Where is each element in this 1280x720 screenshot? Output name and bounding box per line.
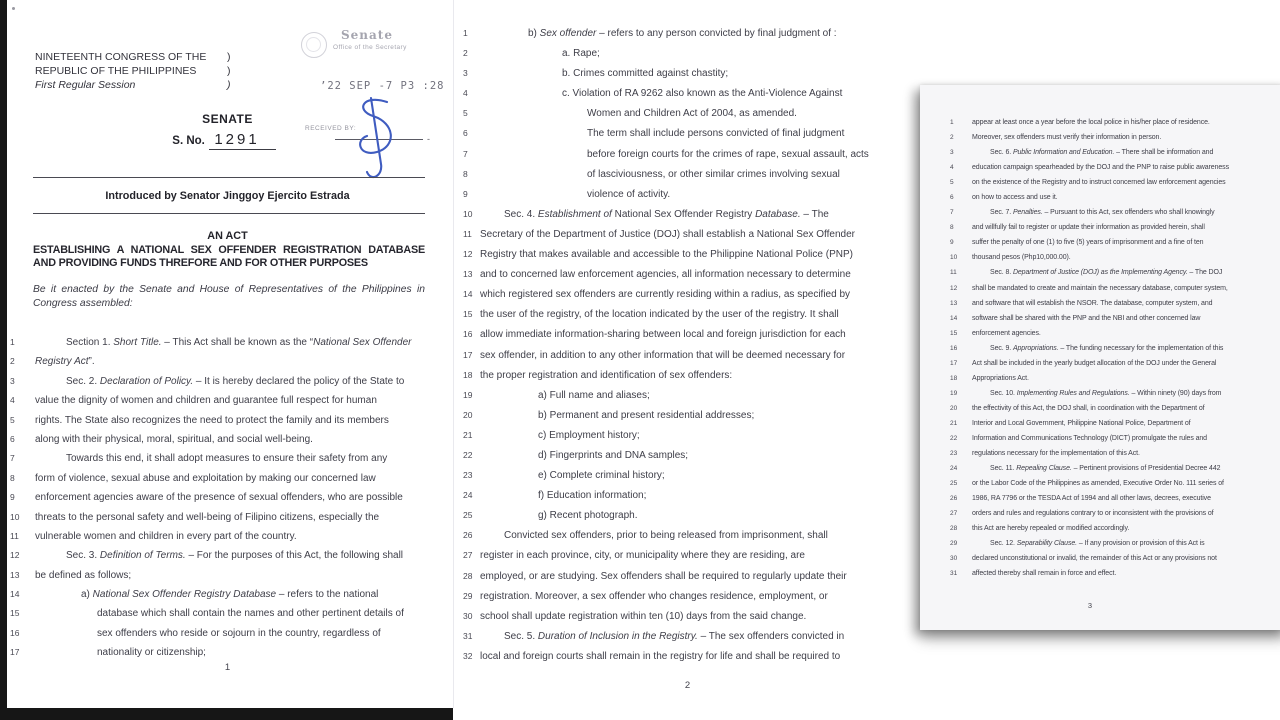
- text-line: [920, 190, 1280, 205]
- received-by-label: RECEIVED BY:: [305, 125, 357, 132]
- line-text: a) Full name and aliases;: [538, 389, 650, 401]
- line-text: sex offenders who reside or sojourn in the country, regardless of: [97, 627, 381, 639]
- bill-title-line: ESTABLISHING A NATIONAL SEX OFFENDER REGISTRATION DATABASE: [33, 244, 425, 256]
- line-number: 27: [463, 550, 473, 561]
- line-text: along with their physical, moral, spiritual, and social well-being.: [35, 433, 313, 445]
- line-text: on how to access and use it.: [972, 194, 1058, 202]
- line-number: 24: [463, 490, 473, 501]
- line-text: Sec. 11. Repealing Clause. – Pertinent provisions of Presidential Decree 442: [990, 465, 1221, 473]
- line-text: g) Recent photograph.: [538, 510, 638, 522]
- line-text: allow immediate information-sharing between local and foreign jurisdiction for each: [480, 329, 846, 341]
- introduced-by: Introduced by Senator Jinggoy Ejercito Estrada: [105, 190, 350, 202]
- line-number: 17: [463, 349, 473, 360]
- text-line: [455, 144, 920, 164]
- text-line: [455, 43, 920, 63]
- line-text: vulnerable women and children in every part of the country.: [35, 530, 297, 542]
- line-number: 7: [463, 148, 468, 159]
- line-text: Sec. 8. Department of Justice (DOJ) as the Implementing Agency. – The DOJ: [990, 269, 1223, 277]
- line-text: a. Rape;: [562, 48, 600, 60]
- text-line: [455, 345, 920, 365]
- text-line: [455, 23, 920, 43]
- line-text: b) Sex offender – refers to any person convicted by final judgment of :: [528, 28, 837, 39]
- line-text: Act shall be included in the yearly budget allocation of the DOJ under the General: [972, 359, 1217, 367]
- text-line: [0, 333, 455, 352]
- line-text: Sec. 9. Appropriations. – The funding necessary for the implementation of this: [990, 344, 1224, 352]
- line-number: 27: [950, 510, 958, 518]
- page-number: 3: [1087, 601, 1093, 610]
- line-number: 8: [10, 472, 15, 483]
- line-text: Section 1. Short Title. – This Act shall be known as the “National Sex Offender: [66, 337, 412, 348]
- line-number: 3: [10, 375, 15, 386]
- line-text: Moreover, sex offenders must verify their information in person.: [972, 134, 1162, 142]
- text-line: [455, 244, 920, 264]
- text-line: [455, 465, 920, 485]
- line-number: 18: [463, 369, 473, 380]
- line-number: 6: [950, 194, 954, 202]
- line-number: 20: [463, 409, 473, 420]
- congress-line: First Regular Session ): [35, 79, 231, 91]
- text-line: [920, 386, 1280, 401]
- line-number: 7: [950, 209, 954, 217]
- line-text: Convicted sex offenders, prior to being released from imprisonment, shall: [504, 530, 828, 542]
- line-text: form of violence, sexual abuse and exploitation by making our concerned law: [35, 472, 376, 484]
- line-text: c) Employment history;: [538, 429, 640, 441]
- page-1-body-lines: [0, 333, 455, 663]
- line-number: 13: [10, 569, 20, 580]
- scan-speck: [12, 7, 15, 10]
- line-number: 5: [10, 414, 15, 425]
- line-number: 31: [463, 630, 473, 641]
- text-line: [920, 341, 1280, 356]
- line-text: on the existence of the Registry and to instruct concerned law enforcement agencies: [972, 179, 1226, 187]
- text-line: [455, 304, 920, 324]
- text-line: [0, 527, 455, 546]
- line-text: shall be mandated to create and maintain the necessary database, computer system,: [972, 284, 1228, 292]
- text-line: [455, 445, 920, 465]
- line-number: 17: [10, 647, 20, 658]
- line-number: 28: [463, 570, 473, 581]
- line-text: software shall be shared with the PNP and the NBI and other concerned law: [972, 314, 1201, 322]
- line-text: enforcement agencies aware of the presence of sexual offenders, who are possible: [35, 492, 403, 504]
- text-line: [455, 224, 920, 244]
- text-line: [455, 405, 920, 425]
- text-line: [455, 184, 920, 204]
- line-number: 21: [950, 419, 958, 427]
- line-text: Women and Children Act of 2004, as amended.: [587, 108, 797, 120]
- text-line: [0, 546, 455, 565]
- line-text: this Act are hereby repealed or modified accordingly.: [972, 525, 1130, 533]
- line-text: declared unconstitutional or invalid, the remainder of this Act or any provisions not: [972, 555, 1217, 563]
- text-line: [920, 506, 1280, 521]
- line-text: Interior and Local Government, Philippine National Police, Department of: [972, 419, 1191, 427]
- line-text: c. Violation of RA 9262 also known as the Anti-Violence Against: [562, 88, 843, 100]
- text-line: [920, 115, 1280, 130]
- scan-edge-bottom: [0, 708, 453, 720]
- text-line: [455, 164, 920, 184]
- line-number: 9: [463, 188, 468, 199]
- line-number: 30: [463, 610, 473, 621]
- line-text: rights. The State also recognizes the need to protect the family and its members: [35, 414, 389, 426]
- line-text: orders and rules and regulations contrary to or inconsistent with the provisions of: [972, 510, 1214, 518]
- divider: [33, 213, 425, 214]
- line-number: 12: [10, 550, 20, 561]
- text-line: [920, 145, 1280, 160]
- text-line: [455, 365, 920, 385]
- line-number: 14: [10, 589, 20, 600]
- line-number: 15: [10, 608, 20, 619]
- text-line: [0, 643, 455, 662]
- text-line: [455, 123, 920, 143]
- line-text: which registered sex offenders are currently residing within a radius, as specified by: [480, 289, 850, 301]
- line-number: 5: [463, 108, 468, 119]
- line-number: 12: [950, 284, 958, 292]
- line-text: Registry that makes available and accessible to the Philippine National Police (PNP): [480, 249, 853, 261]
- page-2-body-lines: [455, 23, 920, 666]
- text-line: [920, 250, 1280, 265]
- line-text: nationality or citizenship;: [97, 647, 206, 659]
- line-text: before foreign courts for the crimes of rape, sexual assault, acts: [587, 148, 869, 160]
- bill-title: [33, 244, 425, 270]
- line-number: 9: [10, 492, 15, 503]
- line-number: 2: [10, 356, 15, 367]
- bill-number-value: 1291: [209, 131, 275, 150]
- stamp-office-label: Office of the Secretary: [333, 44, 407, 51]
- line-text: d) Fingerprints and DNA samples;: [538, 449, 689, 461]
- text-line: [455, 646, 920, 666]
- text-line: [920, 551, 1280, 566]
- text-line: [455, 63, 920, 83]
- line-number: 13: [950, 299, 958, 307]
- an-act-heading: AN ACT: [207, 230, 248, 242]
- line-number: 24: [950, 465, 958, 473]
- line-number: 11: [463, 228, 472, 239]
- line-text: appear at least once a year before the local police in his/her place of residence.: [972, 119, 1210, 126]
- congress-line: NINETEENTH CONGRESS OF THE ): [35, 51, 231, 63]
- line-number: 31: [950, 570, 958, 578]
- line-text: b. Crimes committed against chastity;: [562, 68, 729, 80]
- line-text: Secretary of the Department of Justice (DOJ) shall establish a National Sex Offender: [480, 228, 855, 240]
- text-line: [920, 130, 1280, 145]
- line-text: education campaign spearheaded by the DOJ and the PNP to raise public awareness: [972, 164, 1229, 172]
- line-text: registration. Moreover, a sex offender who changes residence, employment, or: [480, 590, 828, 602]
- text-line: [0, 624, 455, 643]
- line-number: 11: [950, 269, 957, 277]
- line-number: 26: [463, 530, 473, 541]
- stamp-org-label: Senate: [341, 28, 393, 42]
- page-3-body-lines: [920, 115, 1280, 581]
- line-number: 6: [10, 433, 15, 444]
- text-line: [920, 296, 1280, 311]
- line-text: Sec. 4. Establishment of National Sex Offender Registry Database. – The: [504, 208, 829, 220]
- line-text: Information and Communications Technology (DICT) promulgate the rules and: [972, 434, 1207, 442]
- text-line: [455, 284, 920, 304]
- line-number: 26: [950, 495, 958, 503]
- text-line: [920, 220, 1280, 235]
- line-number: 3: [950, 149, 954, 157]
- line-number: 10: [463, 208, 473, 219]
- signature-dash: -: [427, 134, 430, 144]
- text-line: [0, 411, 455, 430]
- text-line: [920, 536, 1280, 551]
- line-text: of lasciviousness, or other similar crimes involving sexual: [587, 168, 840, 180]
- line-number: 4: [10, 395, 15, 406]
- line-text: suffer the penalty of one (1) to five (5) years of imprisonment and a fine of ten: [972, 239, 1204, 247]
- line-text: value the dignity of women and children and guarantee full respect for human: [35, 395, 377, 407]
- text-line: [920, 476, 1280, 491]
- line-number: 2: [950, 134, 954, 142]
- line-text: Appropriations Act.: [972, 374, 1029, 382]
- line-text: school shall update registration within ten (10) days from the said change.: [480, 610, 807, 622]
- line-text: violence of activity.: [587, 188, 671, 200]
- text-line: [920, 461, 1280, 476]
- line-number: 17: [950, 359, 958, 367]
- text-line: [0, 508, 455, 527]
- line-text: enforcement agencies.: [972, 329, 1041, 337]
- bill-number-label: S. No.: [172, 135, 205, 147]
- text-line: [920, 401, 1280, 416]
- text-line: [455, 264, 920, 284]
- line-number: 4: [950, 164, 954, 172]
- line-text: a) National Sex Offender Registry Database – refers to the national: [81, 589, 379, 601]
- line-text: The term shall include persons convicted of final judgment: [587, 128, 845, 140]
- line-number: 5: [950, 179, 954, 187]
- line-text: Sec. 3. Definition of Terms. – For the purposes of this Act, the following shall: [66, 550, 404, 562]
- text-line: [455, 626, 920, 646]
- line-number: 25: [463, 510, 473, 521]
- text-line: [920, 311, 1280, 326]
- text-line: [0, 449, 455, 468]
- bill-page-2: [455, 0, 920, 720]
- line-number: 30: [950, 555, 958, 563]
- line-text: Sec. 12. Separability Clause. – If any provision or provision of this Act is: [990, 540, 1205, 548]
- line-text: Sec. 6. Public Information and Education. – There shall be information and: [990, 149, 1214, 157]
- line-text: threats to the personal safety and well-being of Filipino citizens, especially the: [35, 511, 380, 523]
- text-line: [455, 505, 920, 525]
- line-number: 21: [463, 429, 473, 440]
- text-line: [0, 566, 455, 585]
- page-seam: [453, 0, 454, 708]
- enacting-clause: [33, 283, 425, 310]
- text-line: [455, 566, 920, 586]
- text-line: [920, 326, 1280, 341]
- congress-line: REPUBLIC OF THE PHILIPPINES ): [35, 65, 231, 77]
- text-line: [455, 324, 920, 344]
- text-line: [920, 566, 1280, 581]
- bill-page-1: [0, 0, 455, 720]
- page-number: 2: [684, 680, 691, 691]
- line-number: 10: [10, 511, 20, 522]
- text-line: [455, 545, 920, 565]
- enacting-line: Congress assembled:: [33, 297, 133, 309]
- line-number: 23: [463, 470, 473, 481]
- line-text: affected thereby shall remain in force and effect.: [972, 570, 1117, 578]
- line-text: employed, or are studying. Sex offenders shall be required to regularly update their: [480, 570, 847, 582]
- line-text: register in each province, city, or municipality where they are residing, are: [480, 550, 805, 562]
- text-line: [920, 205, 1280, 220]
- line-number: 22: [950, 434, 958, 442]
- senate-heading: SENATE: [202, 112, 253, 126]
- enacting-line: Be it enacted by the Senate and House of Representatives of the Philippines in: [33, 284, 425, 295]
- text-line: [920, 521, 1280, 536]
- line-text: database which shall contain the names and other pertinent details of: [97, 608, 404, 620]
- line-number: 16: [10, 627, 20, 638]
- line-text: sex offender, in addition to any other information that will be deemed necessary for: [480, 349, 846, 361]
- line-number: 15: [463, 309, 473, 320]
- stamp-datetime: ’22 SEP -7 P3 :28: [320, 80, 445, 92]
- text-line: [920, 446, 1280, 461]
- line-number: 28: [950, 525, 958, 533]
- bill-number: [0, 131, 448, 149]
- text-line: [0, 352, 455, 371]
- line-number: 19: [950, 389, 958, 397]
- line-text: and software that will establish the NSOR. The database, computer system, and: [972, 299, 1213, 307]
- line-number: 1: [463, 28, 468, 38]
- line-number: 1: [950, 119, 954, 126]
- text-line: [0, 372, 455, 391]
- senate-seal-icon: [301, 32, 327, 58]
- line-number: 4: [463, 88, 468, 99]
- line-number: 29: [950, 540, 958, 548]
- line-number: 13: [463, 269, 473, 280]
- page-number: 1: [224, 662, 231, 673]
- congress-header: [35, 50, 245, 92]
- line-number: 7: [10, 453, 15, 464]
- line-number: 22: [463, 449, 473, 460]
- line-number: 9: [950, 239, 954, 247]
- line-number: 6: [463, 128, 468, 139]
- line-number: 32: [463, 650, 473, 661]
- line-number: 25: [950, 480, 958, 488]
- line-number: 3: [463, 68, 468, 79]
- line-text: local and foreign courts shall remain in the registry for life and shall be required to: [480, 650, 841, 662]
- text-line: [920, 356, 1280, 371]
- line-text: Sec. 5. Duration of Inclusion in the Registry. – The sex offenders convicted in: [504, 630, 845, 642]
- divider: [33, 177, 425, 178]
- line-number: 23: [950, 450, 958, 458]
- line-number: 11: [10, 530, 19, 541]
- line-number: 8: [950, 224, 954, 232]
- line-number: 18: [950, 374, 958, 382]
- text-line: [0, 469, 455, 488]
- text-line: [455, 204, 920, 224]
- line-text: the proper registration and identification of sex offenders:: [480, 369, 733, 381]
- line-number: 8: [463, 168, 468, 179]
- text-line: [920, 371, 1280, 386]
- text-line: [455, 425, 920, 445]
- text-line: [455, 606, 920, 626]
- bill-page-3: [920, 85, 1280, 630]
- text-line: [920, 491, 1280, 506]
- line-number: 19: [463, 389, 473, 400]
- line-text: the effectivity of this Act, the DOJ shall, in coordination with the Department of: [972, 404, 1205, 412]
- line-number: 29: [463, 590, 473, 601]
- text-line: [920, 160, 1280, 175]
- line-text: 1986, RA 7796 or the TESDA Act of 1994 and all other laws, decrees, executive: [972, 495, 1211, 503]
- text-line: [455, 83, 920, 103]
- line-number: 14: [950, 314, 958, 322]
- line-text: the user of the registry, of the location indicated by the user of the registry. It shall: [480, 309, 839, 321]
- text-line: [455, 525, 920, 545]
- line-text: and willfully fail to register or update their information as provided herein, shall: [972, 224, 1205, 232]
- line-text: or the Labor Code of the Philippines as amended, Executive Order No. 111 series of: [972, 480, 1224, 488]
- text-line: [455, 385, 920, 405]
- line-number: 16: [463, 329, 473, 340]
- text-line: [0, 391, 455, 410]
- line-number: 14: [463, 289, 473, 300]
- text-line: [0, 585, 455, 604]
- bill-title-line: AND PROVIDING FUNDS THREFORE AND FOR OTHER PURPOSES: [33, 257, 368, 269]
- line-text: b) Permanent and present residential addresses;: [538, 409, 755, 421]
- text-line: [455, 586, 920, 606]
- text-line: [920, 175, 1280, 190]
- text-line: [920, 235, 1280, 250]
- line-number: 15: [950, 329, 958, 337]
- line-text: regulations necessary for the implementation of this Act.: [972, 450, 1140, 458]
- text-line: [920, 265, 1280, 280]
- text-line: [455, 103, 920, 123]
- line-text: thousand pesos (Php10,000.00).: [972, 254, 1071, 262]
- line-text: and to concerned law enforcement agencies, all information necessary to determine: [480, 269, 851, 281]
- line-number: 20: [950, 404, 958, 412]
- line-number: 12: [463, 249, 473, 260]
- line-text: Sec. 10. Implementing Rules and Regulations. – Within ninety (90) days from: [990, 389, 1222, 397]
- line-text: f) Education information;: [538, 490, 647, 502]
- line-text: Sec. 2. Declaration of Policy. – It is hereby declared the policy of the State to: [66, 375, 405, 387]
- line-text: be defined as follows;: [35, 569, 132, 581]
- line-text: Towards this end, it shall adopt measures to ensure their safety from any: [66, 453, 388, 465]
- line-number: 1: [10, 337, 15, 347]
- line-text: Sec. 7. Penalties. – Pursuant to this Act, sex offenders who shall knowingly: [990, 209, 1215, 217]
- text-line: [0, 604, 455, 623]
- line-text: e) Complete criminal history;: [538, 470, 665, 482]
- text-line: [920, 281, 1280, 296]
- text-line: [455, 485, 920, 505]
- text-line: [920, 416, 1280, 431]
- line-number: 16: [950, 344, 958, 352]
- line-number: 2: [463, 48, 468, 59]
- text-line: [0, 488, 455, 507]
- line-text: Registry Act”.: [35, 356, 95, 368]
- line-number: 10: [950, 254, 958, 262]
- text-line: [920, 431, 1280, 446]
- text-line: [0, 430, 455, 449]
